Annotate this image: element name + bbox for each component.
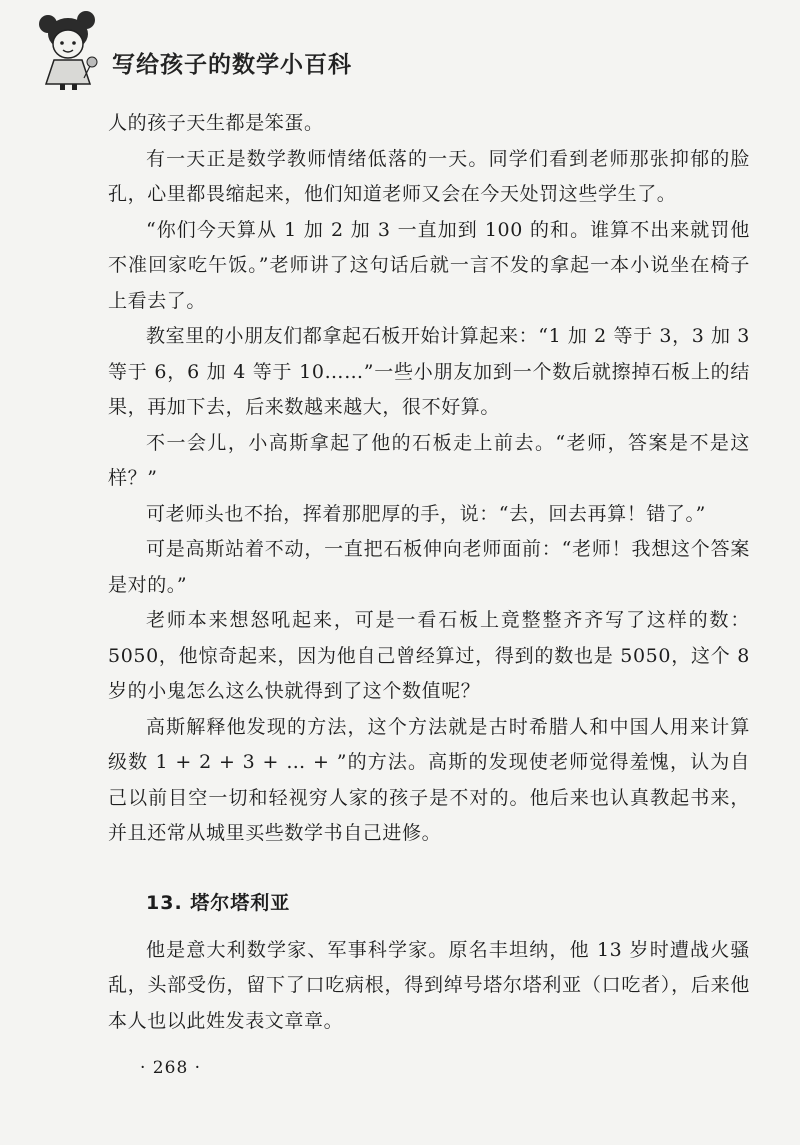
paragraph: “你们今天算从 1 加 2 加 3 一直加到 100 的和。谁算不出来就罚他不准回家吃午饭。”老师讲了这句话后就一言不发的拿起一本小说坐在椅子上看去了。: [108, 218, 750, 312]
paragraph: 老师本来想怒吼起来，可是一看石板上竟整整齐齐写了这样的数：5050，他惊奇起来，因为他自己曾经算过，得到的数也是 5050，这个 8 岁的小鬼怎么这么快就得到了这个数值呢？: [108, 609, 750, 702]
page-number: · 268 ·: [140, 1058, 202, 1078]
paragraph: 教室里的小朋友们都拿起石板开始计算起来：“1 加 2 等于 3，3 加 3 等于 6，6 加 4 等于 10……”一些小朋友加到一个数后就擦掉石板上的结果，再加下去，后来数越来越大，很不好算。: [108, 325, 750, 418]
paragraph: 可是高斯站着不动，一直把石板伸向老师面前：“老师！我想这个答案是对的。”: [108, 538, 750, 596]
girl-mascot-icon: [34, 8, 108, 90]
paragraph: 高斯解释他发现的方法，这个方法就是古时希腊人和中国人用来计算级数 1 + 2 + 3 + … + ”的方法。高斯的发现使老师觉得羞愧，认为自己以前目空一切和轻视穷人家的孩子是不对的。他后来也认真教起书来，并且还常从城里买些数学书自己进修。: [108, 715, 750, 844]
paragraph: 他是意大利数学家、军事科学家。原名丰坦纳，他 13 岁时遭战火骚乱，头部受伤，留下了口吃病根，得到绰号塔尔塔利亚（口吃者），后来他本人也以此姓发表文章章。: [108, 938, 750, 1032]
book-title: 写给孩子的数学小百科: [112, 52, 352, 78]
paragraph: 可老师头也不抬，挥着那肥厚的手，说：“去，回去再算！错了。”: [146, 502, 706, 525]
paragraph: 人的孩子天生都是笨蛋。: [108, 112, 324, 134]
page-body: [108, 106, 750, 1039]
section-title: 13. 塔尔塔利亚: [146, 891, 291, 914]
page-header: [34, 8, 454, 92]
paragraph: 有一天正是数学教师情绪低落的一天。同学们看到老师那张抑郁的脸孔，心里都畏缩起来，他们知道老师又会在今天处罚这些学生了。: [108, 147, 750, 205]
paragraph: 不一会儿，小高斯拿起了他的石板走上前去。“老师，答案是不是这样？”: [108, 431, 750, 489]
